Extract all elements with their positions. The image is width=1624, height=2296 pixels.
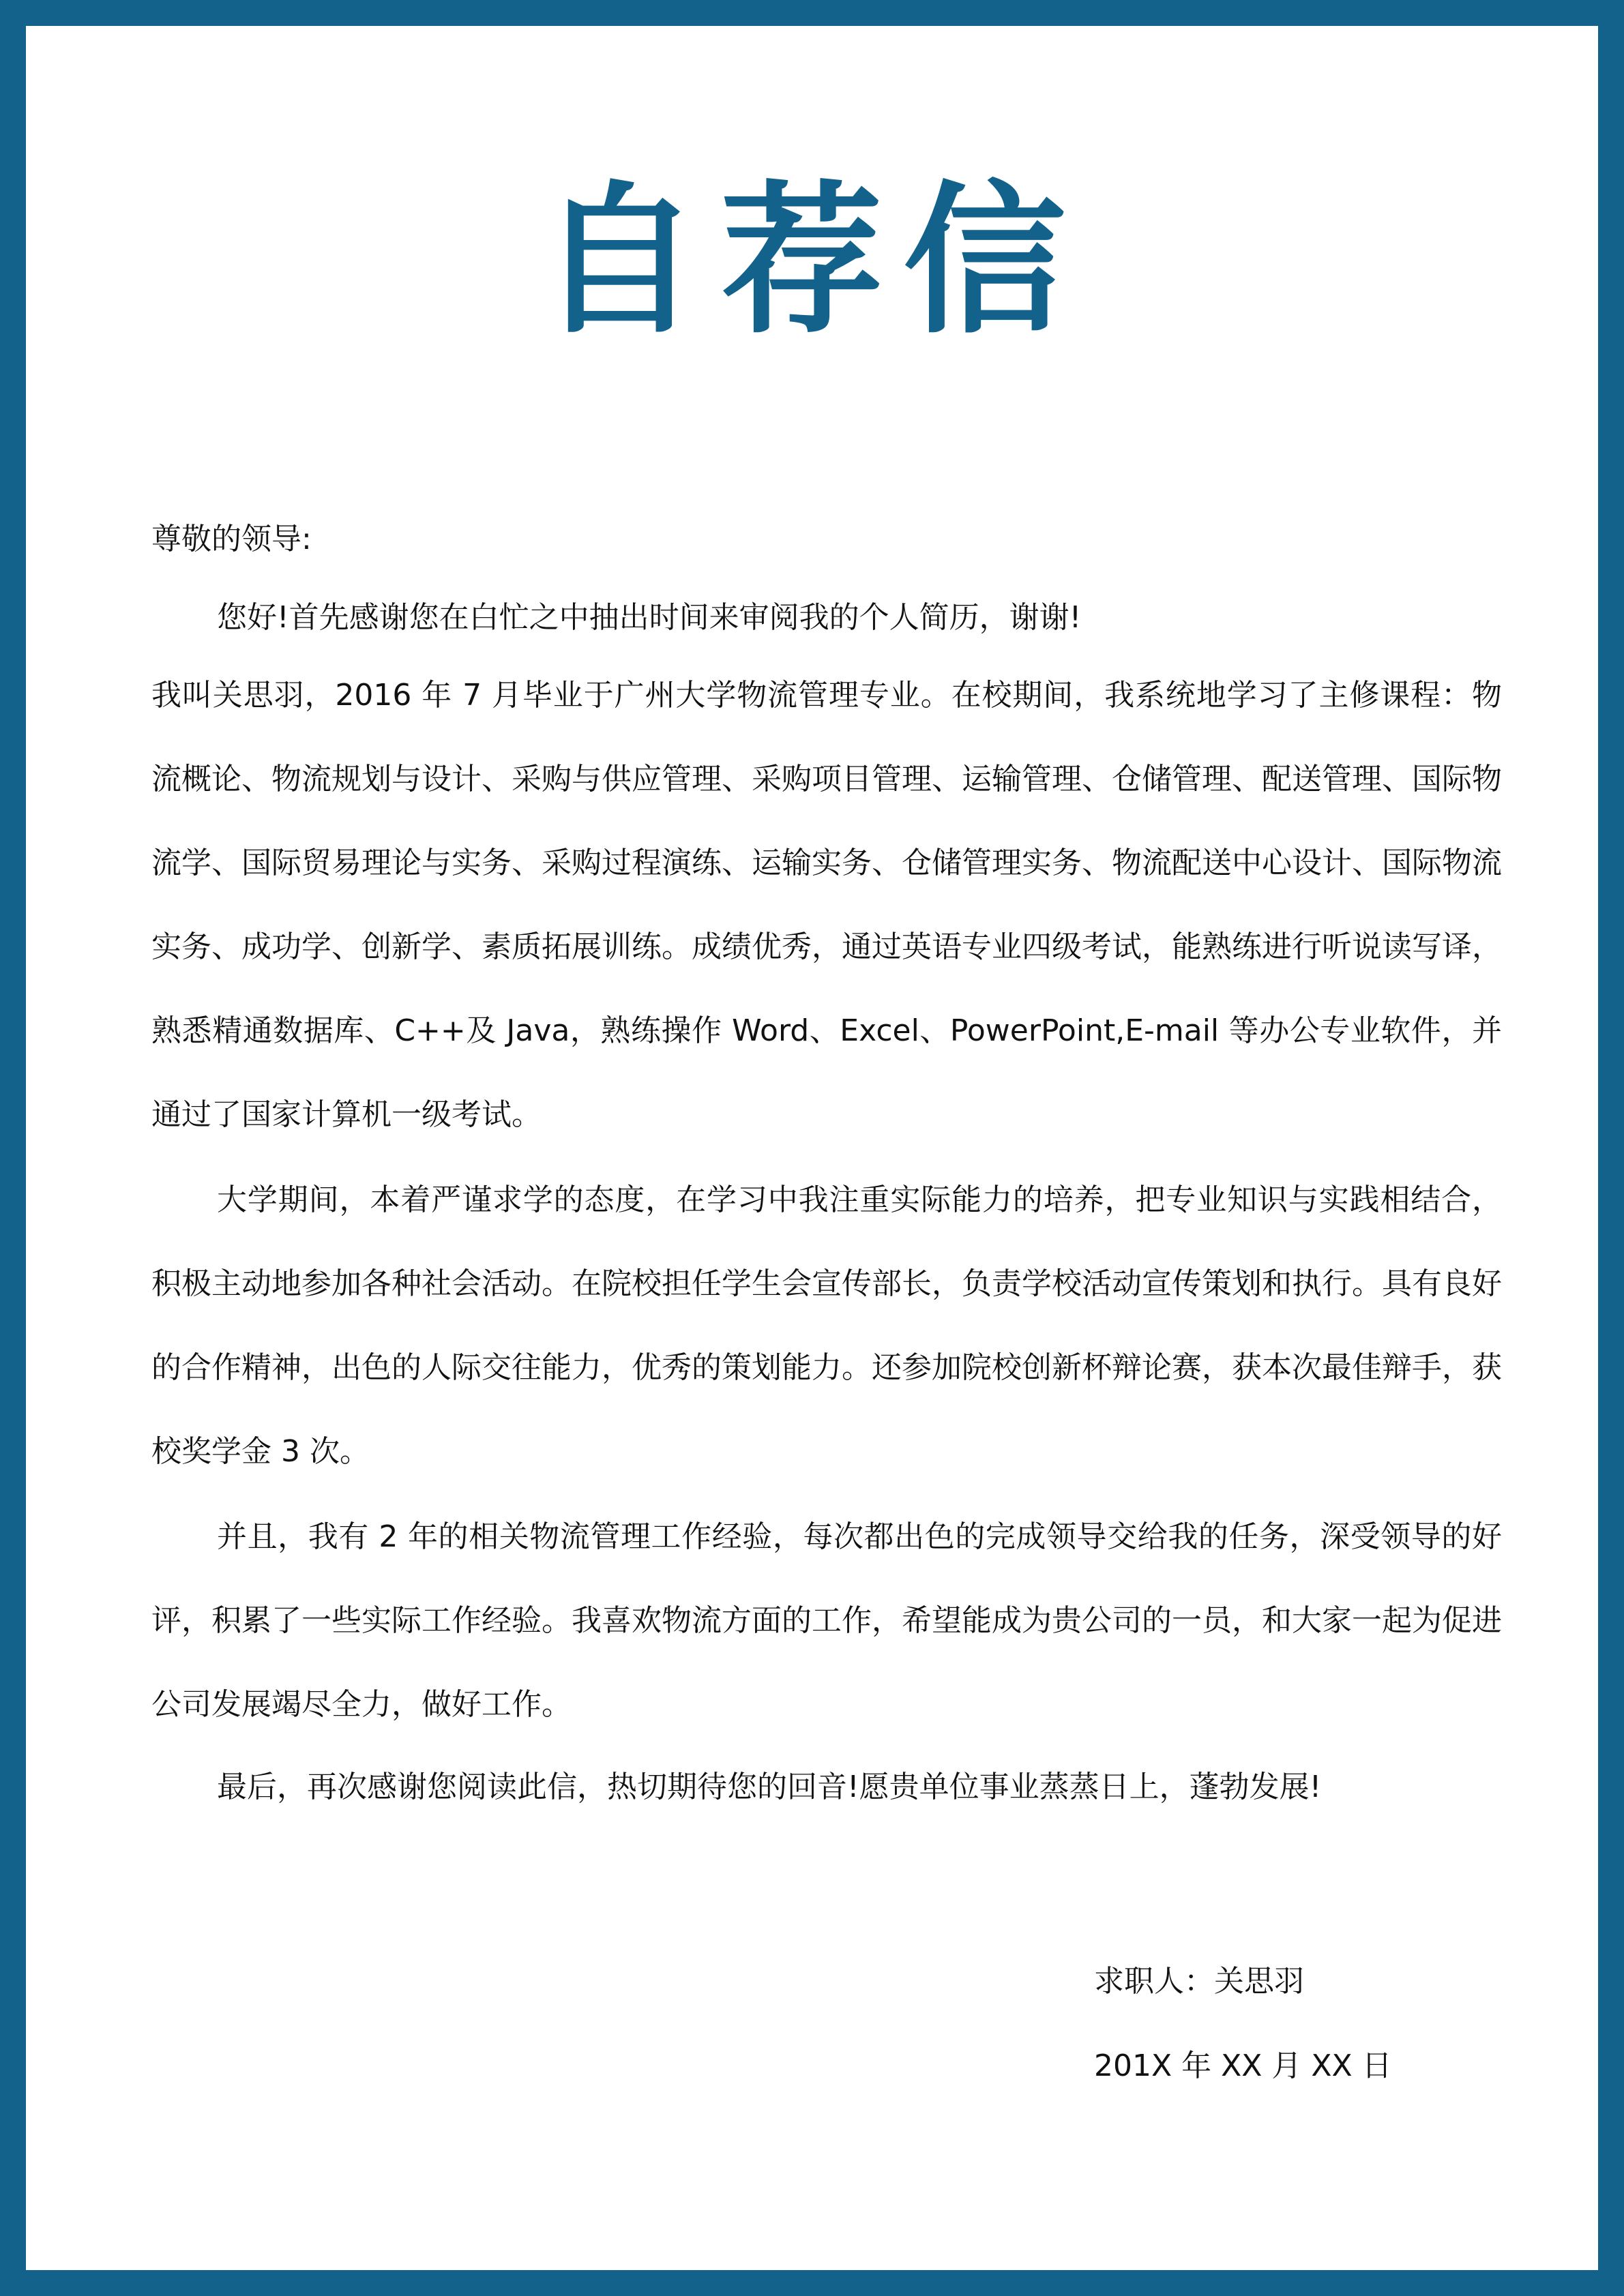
applicant-name: 求职人：关思羽 [1094, 1964, 1304, 1999]
letter-title: 自荐信 [537, 166, 1087, 356]
salutation: 尊敬的领导: [151, 522, 312, 556]
signature-block [1094, 1939, 1392, 2108]
letter-date: 201X 年 XX 月 XX 日 [1094, 2048, 1392, 2083]
greeting-line: 您好!首先感谢您在白忙之中抽出时间来审阅我的个人简历，谢谢! [217, 600, 1082, 635]
letter-body [151, 496, 1502, 1828]
paragraph-education: 我叫关思羽，2016 年 7 月毕业于广州大学物流管理专业。在校期间，我系统地学习了主修课程：物流概论、物流规划与设计、采购与供应管理、采购项目管理、运输管理、仓储管理、配送管理、国际物流学、国际贸易理论与实务、采购过程演练、运输实务、仓储管理实务、物流配送中心设计、国际物流实务、成功学、创新学、素质拓展训练。成绩优秀，通过英语专业四级考试，能熟练进行听说读写译，熟悉精通数据库、C++及 Java，熟练操作 Word、Excel、PowerPoint,E-mail 等办公专业软件，并通过了国家计算机一级考试。 [151, 678, 1502, 1132]
paragraph-work-experience: 并且，我有 2 年的相关物流管理工作经验，每次都出色的完成领导交给我的任务，深受领导的好评，积累了一些实际工作经验。我喜欢物流方面的工作，希望能成为贵公司的一员，和大家一起为促进公司发展竭尽全力，做好工作。 [151, 1519, 1502, 1722]
paragraph-campus-activities: 大学期间，本着严谨求学的态度，在学习中我注重实际能力的培养，把专业知识与实践相结合，积极主动地参加各种社会活动。在院校担任学生会宣传部长，负责学校活动宣传策划和执行。具有良好的合作精神，出色的人际交往能力，优秀的策划能力。还参加院校创新杯辩论赛，获本次最佳辩手，获校奖学金 3 次。 [151, 1182, 1502, 1469]
closing-line: 最后，再次感谢您阅读此信，热切期待您的回音!愿贵单位事业蒸蒸日上，蓬勃发展! [217, 1770, 1322, 1804]
